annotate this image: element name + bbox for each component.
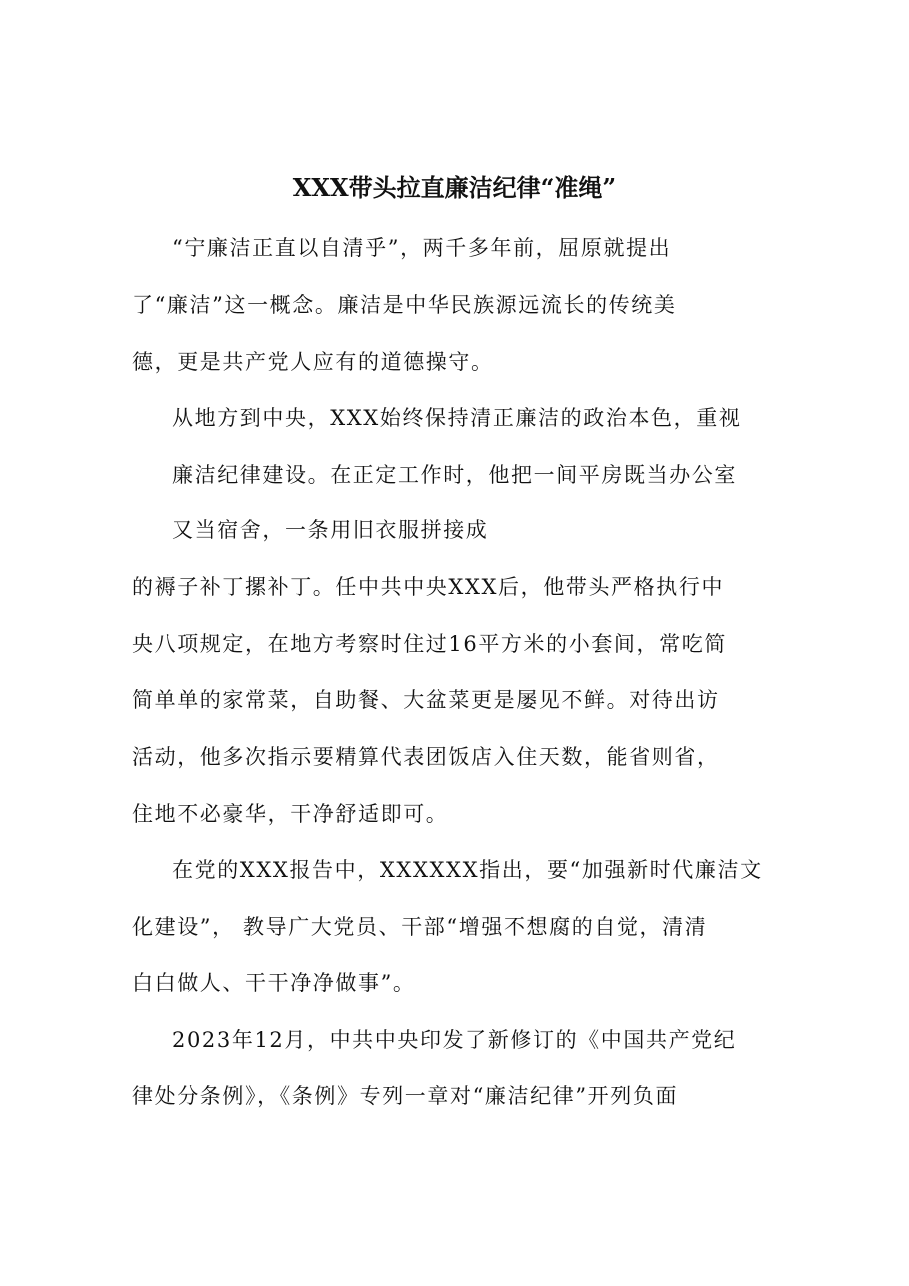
paragraph-line: “宁廉洁正直以自清乎”，两千多年前，屈原就提出 (172, 236, 672, 260)
paragraph-line: 化建设”， 教导广大党员、干部“增强不想腐的自觉，清清 (132, 915, 708, 939)
paragraph-line: 在党的XXX报告中，XXXXXX指出，要“加强新时代廉洁文 (172, 858, 763, 882)
paragraph-line: 2023年12月，中共中央印发了新修订的《中国共产党纪 (172, 1028, 737, 1052)
paragraph-line: 的褥子补丁摞补丁。任中共中央XXX后，他带头严格执行中 (132, 575, 725, 599)
paragraph-line: 廉洁纪律建设。在正定工作时，他把一间平房既当办公室 (172, 463, 737, 487)
paragraph-line: 央八项规定，在地方考察时住过16平方米的小套间，常吃简 (132, 632, 727, 656)
paragraph-line: 律处分条例》，《条例》专列一章对“廉洁纪律”开列负面 (132, 1084, 679, 1108)
paragraph-line: 简单单的家常菜，自助餐、大盆菜更是屡见不鲜。对待出访 (132, 688, 720, 712)
document-title: XXX带头拉直廉洁纪律“准绳” (292, 173, 617, 202)
paragraph-line: 住地不必豪华，干净舒适即可。 (132, 802, 449, 826)
paragraph-line: 德，更是共产党人应有的道德操守。 (132, 350, 494, 374)
paragraph-line: 了“廉洁”这一概念。廉洁是中华民族源远流长的传统美 (132, 293, 677, 317)
paragraph-line: 活动，他多次指示要精算代表团饭店入住天数，能省则省， (132, 745, 720, 769)
paragraph-line: 白白做人、干干净净做事”。 (132, 971, 416, 995)
paragraph-line: 从地方到中央，XXX始终保持清正廉洁的政治本色，重视 (172, 406, 742, 430)
paragraph-line: 又当宿舍，一条用旧衣服拼接成 (172, 518, 489, 542)
